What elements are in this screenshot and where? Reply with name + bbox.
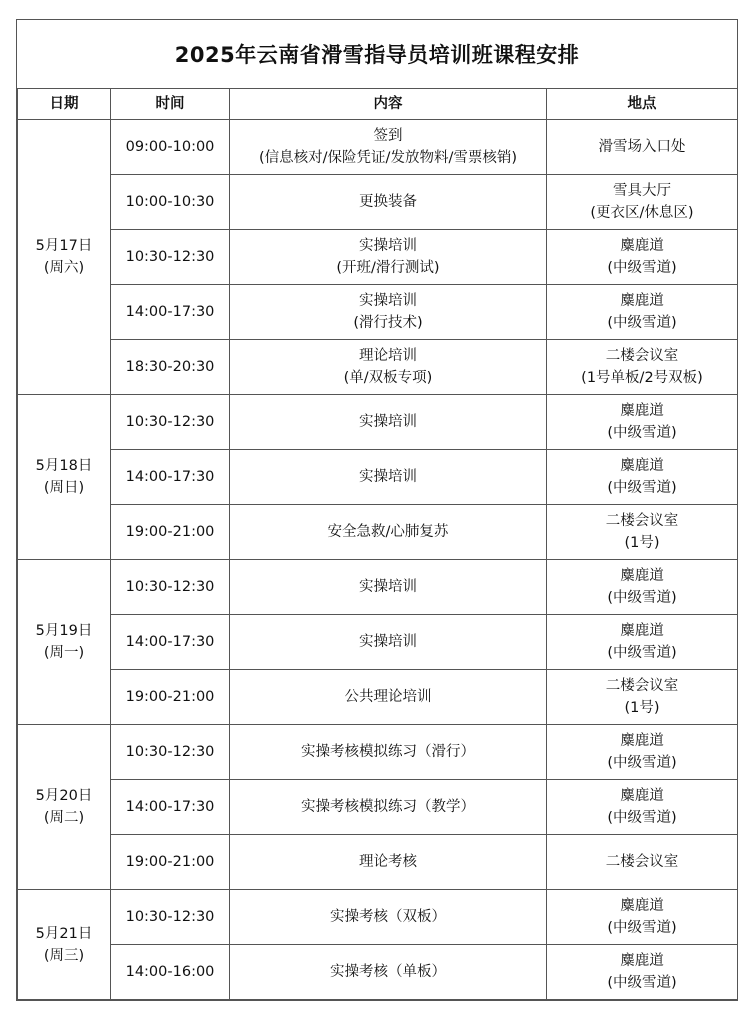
content-line: 实操培训 [359,634,417,650]
table-row [18,285,738,340]
content-cell [230,285,547,340]
place-line: (中级雪道) [607,755,677,771]
place-line: (中级雪道) [607,920,677,936]
place-line: (中级雪道) [607,480,677,496]
content-line: 实操考核模拟练习（教学） [301,799,475,815]
table-row [18,615,738,670]
content-line: 公共理论培训 [344,689,432,705]
table-row [18,670,738,725]
table-row [18,340,738,395]
content-cell [230,835,547,890]
place-line: 二楼会议室 [605,678,679,694]
place-cell [547,835,738,890]
time-cell: 14:00-17:30 [111,450,230,505]
date-cell [18,395,111,560]
time-cell: 14:00-17:30 [111,780,230,835]
place-cell [547,285,738,340]
place-cell [547,505,738,560]
table-row [18,725,738,780]
header-date: 日期 [18,89,111,120]
content-line: 实操培训 [359,579,417,595]
table-row [18,175,738,230]
table-row [18,560,738,615]
place-line: (1号) [624,700,660,716]
place-line: (1号) [624,535,660,551]
content-line: 实操培训 [359,293,417,309]
place-line: 麋鹿道 [620,458,664,474]
content-cell [230,670,547,725]
content-line: 更换装备 [359,194,417,210]
place-line: 麋鹿道 [620,898,664,914]
table-row [18,505,738,560]
table-row [18,945,738,1000]
date-cell [18,560,111,725]
content-cell [230,615,547,670]
schedule-body [18,120,738,1000]
content-line: (单/双板专项) [343,370,433,386]
place-line: (中级雪道) [607,810,677,826]
content-cell [230,725,547,780]
content-cell [230,340,547,395]
place-cell [547,450,738,505]
time-cell: 10:30-12:30 [111,230,230,285]
place-line: 麋鹿道 [620,403,664,419]
content-line: 实操考核（双板） [330,909,446,925]
place-line: 二楼会议室 [605,513,679,529]
content-line: 安全急救/心肺复苏 [327,524,449,540]
time-cell: 10:30-12:30 [111,560,230,615]
place-line: (中级雪道) [607,315,677,331]
place-line: (1号单板/2号双板) [581,370,703,386]
place-cell [547,945,738,1000]
time-cell: 14:00-17:30 [111,615,230,670]
weekday-label: (周一) [43,645,85,661]
header-content: 内容 [230,89,547,120]
content-line: 实操考核（单板） [330,964,446,980]
place-line: 麋鹿道 [620,623,664,639]
date-cell [18,725,111,890]
weekday-label: (周三) [43,947,85,964]
schedule-document [16,19,738,1001]
place-line: (中级雪道) [607,645,677,661]
time-cell: 10:00-10:30 [111,175,230,230]
place-cell [547,780,738,835]
place-line: (中级雪道) [607,260,677,276]
table-row [18,780,738,835]
time-cell: 14:00-17:30 [111,285,230,340]
table-row [18,395,738,450]
date-label: 5月17日 [35,238,93,254]
place-cell [547,175,738,230]
content-line: 实操培训 [359,414,417,430]
place-cell [547,230,738,285]
place-cell [547,340,738,395]
content-cell [230,395,547,450]
content-line: 实操培训 [359,238,417,254]
weekday-label: (周日) [43,480,85,496]
table-row [18,890,738,945]
content-cell [230,890,547,945]
time-cell: 19:00-21:00 [111,835,230,890]
place-cell [547,725,738,780]
content-line: 实操考核模拟练习（滑行） [301,744,475,760]
weekday-label: (周六) [43,260,85,276]
date-label: 5月21日 [35,925,93,942]
date-cell [18,120,111,395]
place-line: (中级雪道) [607,590,677,606]
content-cell [230,450,547,505]
document-title: 2025年云南省滑雪指导员培训班课程安排 [174,43,580,67]
place-line: 麋鹿道 [620,733,664,749]
schedule-table [17,88,738,1000]
date-label: 5月19日 [35,623,93,639]
content-cell [230,120,547,175]
time-cell: 10:30-12:30 [111,395,230,450]
time-cell: 14:00-16:00 [111,945,230,1000]
content-line: (信息核对/保险凭证/发放物料/雪票核销) [259,150,517,166]
place-line: 麋鹿道 [620,293,664,309]
place-cell [547,890,738,945]
place-line: 麋鹿道 [620,568,664,584]
header-place: 地点 [547,89,738,120]
time-cell: 19:00-21:00 [111,505,230,560]
date-label: 5月18日 [35,458,93,474]
content-line: 签到 [373,128,403,144]
place-cell [547,120,738,175]
place-line: 麋鹿道 [620,953,664,969]
content-cell [230,505,547,560]
content-cell [230,230,547,285]
place-line: (中级雪道) [607,975,677,991]
time-cell: 09:00-10:00 [111,120,230,175]
place-line: 二楼会议室 [605,348,679,364]
header-time: 时间 [111,89,230,120]
place-cell [547,670,738,725]
time-cell: 18:30-20:30 [111,340,230,395]
place-line: (中级雪道) [607,425,677,441]
table-row [18,230,738,285]
place-line: (更衣区/休息区) [590,205,694,221]
table-row [18,120,738,175]
content-cell [230,175,547,230]
place-line: 二楼会议室 [605,854,679,870]
time-cell: 10:30-12:30 [111,725,230,780]
place-cell [547,615,738,670]
content-line: 理论考核 [359,854,417,870]
content-cell [230,945,547,1000]
table-row [18,450,738,505]
place-cell [547,395,738,450]
table-row [18,835,738,890]
place-line: 雪具大厅 [613,183,671,199]
time-cell: 10:30-12:30 [111,890,230,945]
content-line: 理论培训 [359,348,417,364]
content-cell [230,780,547,835]
time-cell: 19:00-21:00 [111,670,230,725]
place-line: 滑雪场入口处 [598,139,686,155]
date-cell [18,890,111,1000]
place-cell [547,560,738,615]
weekday-label: (周二) [43,810,85,826]
place-line: 麋鹿道 [620,238,664,254]
content-line: (滑行技术) [353,315,423,331]
content-cell [230,560,547,615]
content-line: 实操培训 [359,469,417,485]
date-label: 5月20日 [35,788,93,804]
header-row [18,89,738,120]
content-line: (开班/滑行测试) [336,260,440,276]
place-line: 麋鹿道 [620,788,664,804]
